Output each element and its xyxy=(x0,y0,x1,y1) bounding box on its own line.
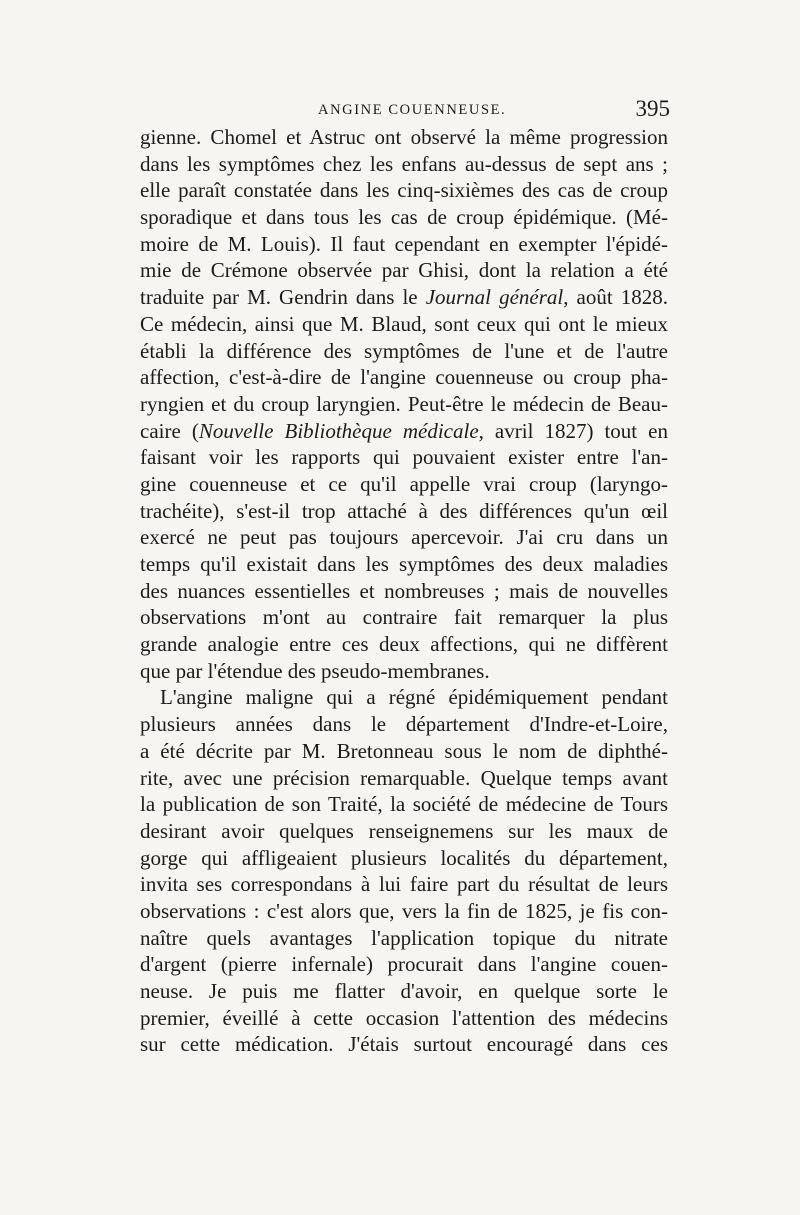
text-line: la publication de son Traité, la société de médecine de Tours xyxy=(140,792,668,817)
text-line: sporadique et dans tous les cas de croup épidémique. (Mé- xyxy=(140,205,668,230)
text-line: premier, éveillé à cette occasion l'attention des médecins xyxy=(140,1005,668,1030)
text-line: L'angine maligne qui a régné épidémiquement pendant xyxy=(160,685,668,710)
text-line: Ce médecin, ainsi que M. Blaud, sont ceux qui ont le mieux xyxy=(140,311,668,336)
text-line: ryngien et du croup laryngien. Peut-être le médecin de Beau- xyxy=(140,391,668,416)
text-line: neuse. Je puis me flatter d'avoir, en quelque sorte le xyxy=(140,979,668,1003)
page-number: 395 xyxy=(635,96,670,121)
text-line: exercé ne peut pas toujours apercevoir. J'ai cru dans un xyxy=(140,525,668,550)
text-line: caire (Nouvelle Bibliothèque médicale, avril 1827) tout en xyxy=(140,418,668,443)
text-line: moire de M. Louis). Il faut cependant en exempter l'épidé- xyxy=(140,231,668,256)
text-line: observations m'ont au contraire fait remarquer la plus xyxy=(140,605,668,630)
text-line: faisant voir les rapports qui pouvaient exister entre l'an- xyxy=(140,445,668,470)
page-header xyxy=(138,96,670,124)
text-line: temps qu'il existait dans les symptômes des deux maladies xyxy=(140,552,668,576)
text-line: établi la différence des symptômes de l'une et de l'autre xyxy=(140,338,668,363)
text-line: affection, c'est-à-dire de l'angine couenneuse ou croup pha- xyxy=(140,365,668,390)
text-line: des nuances essentielles et nombreuses ; mais de nouvelles xyxy=(140,578,668,603)
text-line: naître quels avantages l'application topique du nitrate xyxy=(140,925,668,950)
text-line: observations : c'est alors que, vers la fin de 1825, je fis con- xyxy=(140,898,668,923)
text-line: desirant avoir quelques renseignemens sur les maux de xyxy=(140,818,668,843)
text-line: gienne. Chomel et Astruc ont observé la même progression xyxy=(140,125,668,149)
text-line: invita ses correspondans à lui faire part du résultat de leurs xyxy=(140,872,668,897)
text-line: rite, avec une précision remarquable. Quelque temps avant xyxy=(140,765,668,790)
text-line: elle paraît constatée dans les cinq-sixièmes des cas de croup xyxy=(140,178,668,203)
text-line: plusieurs années dans le département d'Indre-et-Loire, xyxy=(140,712,668,737)
body-text xyxy=(140,124,668,1058)
text-line: que par l'étendue des pseudo-membranes. xyxy=(140,658,490,683)
text-line: gorge qui affligeaient plusieurs localités du département, xyxy=(140,845,668,870)
text-line: d'argent (pierre infernale) procurait dans l'angine couen- xyxy=(140,952,668,977)
text-line: dans les symptômes chez les enfans au-dessus de sept ans ; xyxy=(140,151,668,176)
text-line: trachéite), s'est-il trop attaché à des différences qu'un œil xyxy=(140,498,668,523)
text-line: traduite par M. Gendrin dans le Journal général, août 1828. xyxy=(140,285,669,310)
text-line: a été décrite par M. Bretonneau sous le nom de diphthé- xyxy=(140,738,668,763)
text-line: sur cette médication. J'étais surtout encouragé dans ces xyxy=(140,1032,668,1057)
text-line: mie de Crémone observée par Ghisi, dont la relation a été xyxy=(140,258,668,283)
running-head: ANGINE COUENNEUSE. xyxy=(318,102,507,118)
text-line: gine couenneuse et ce qu'il appelle vrai croup (laryngo- xyxy=(140,471,668,496)
text-line: grande analogie entre ces deux affections, qui ne diffèrent xyxy=(140,632,668,657)
